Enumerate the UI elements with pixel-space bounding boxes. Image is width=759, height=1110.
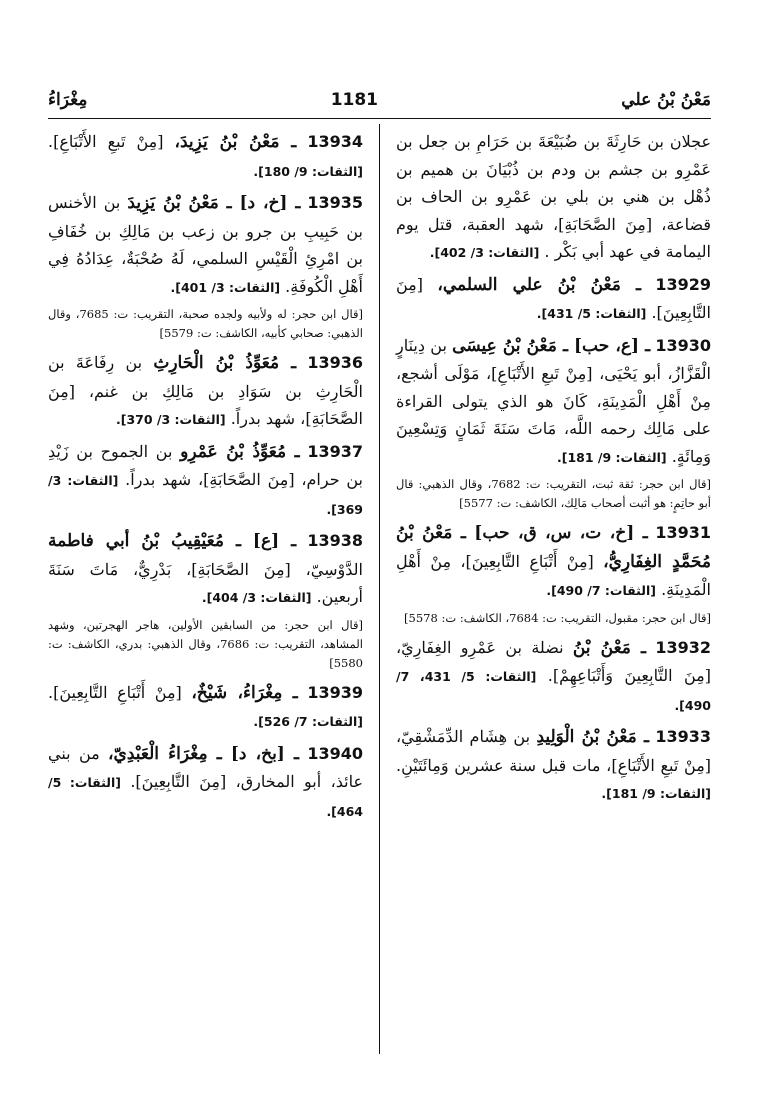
entry-source: [الثقات: 3/ 401].: [170, 279, 281, 295]
entry-source: [الثقات: 3/ 402].: [429, 245, 540, 260]
entry-source: [الثقات: 5/ 464].: [48, 775, 363, 819]
page-number: 1181: [330, 90, 379, 110]
entry-source: [الثقات: 9/ 180].: [253, 163, 363, 179]
header-right-title: مَعْنُ بْنُ علي: [621, 90, 711, 110]
entry-13936: [48, 349, 363, 434]
entry-source: [الثقات: 5/ 431].: [536, 306, 647, 321]
header-left-title: مِغْرَاءُ: [48, 90, 88, 110]
entry-number: 13939: [307, 682, 363, 702]
entry-number: 13935: [307, 193, 364, 212]
entry-text: نضلة بن عَمْرِو الغِفَارِيّ، [مِنَ التَّابِعِينَ وَأَتْبَاعِهِمْ].: [396, 637, 711, 685]
page-header: [48, 86, 711, 114]
entry-number: 13937: [307, 441, 363, 461]
entry-source: [الثقات: 3/ 370].: [116, 412, 226, 427]
entry-text: بن دِينَارٍ الْقَزَّازُ، أبو يَحْيَى، [مِنْ تَبعِ الأَتْبَاعِ]، مَوْلَى أشجع، مِنْ أَهْلِ الْمَدِينَةِ، كَانَ هو الذي يتولى القراءة على مَالِك رحمه اللَّه، مَاتَ سَنَةَ ثَمَانٍ وَتِسْعِينَ وَمِائَةٍ.: [396, 335, 711, 466]
entry-name: ـ [بخ، د] ـ مِغْرَاءُ الْعَبْدِيّ،: [108, 743, 299, 764]
entry-text: بن الأخنس بن حَبِيبِ بن جرو بن زعب بن مَالِكِ بن خُفَافِ بن امْرِئِ الْقَيْسِ السلمي، لَهُ صُحْبَةٌ، عِدَادُهُ فِي أَهْلِ الْكُوفَةِ.: [48, 193, 363, 296]
entry-text: بن الجموح بن زَيْدِ بن حرام، [مِنَ الصَّحَابَةِ]، شهد بدراً.: [48, 441, 363, 489]
entry-13930-note: [قال ابن حجر: ثقة ثبت، التقريب: ت: 7682، وقال الذهبي: قال أبو حاتِمٍ: هو أثبت أصحاب مَالِك، الكاشف: ت: 5577]: [396, 477, 711, 510]
entry-source: [الثقات: 7/ 526].: [253, 714, 363, 729]
entry-source: [الثقات: 9/ 181].: [557, 449, 667, 465]
column-divider: [379, 124, 380, 1054]
entry-13935: [48, 189, 363, 301]
entry-text: الدَّوْسِيّ، [مِنَ الصَّحَابَةِ]، بَدْرِيٌّ، مَاتَ سَنَةَ أربعين.: [48, 559, 363, 606]
entry-name: ـ مَعْنُ بْنُ الْوَلِيدِ: [536, 727, 649, 747]
entry-name: ـ مِغْرَاءُ، شَيْخٌ،: [191, 682, 298, 703]
entry-13933: [396, 723, 711, 808]
entry-source: [الثقات: 7/ 490].: [546, 583, 656, 598]
entry-number: 13940: [307, 743, 363, 763]
entry-13935-note: [قال ابن حجر: له ولأبيه ولجده صحبة، التقريب: ت: 7685، وقال الذهبي: صحابي كأبيه، الكاشف: ت: 5579]: [48, 307, 363, 340]
entry-name: ـ مَعْنُ بْنُ علي السلمي،: [437, 274, 641, 295]
entry-source: [الثقات: 3/ 404].: [201, 590, 312, 605]
entry-13932: [396, 634, 711, 720]
entry-text: [مِنْ تَبعِ الأَتْبَاعِ].: [48, 132, 164, 151]
entry-13940: [48, 740, 363, 826]
entry-13931-note: [قال ابن حجر: مقبول، التقريب: ت: 7684، الكاشف: ت: 5578]: [404, 610, 711, 625]
header-rule: [48, 118, 711, 119]
entry-13929: [396, 271, 711, 328]
entry-name: ـ مَعْنُ بْنُ يَزِيدَ،: [174, 132, 297, 152]
entry-13934: [48, 128, 363, 185]
entry-13938: [48, 527, 363, 612]
entry-13937: [48, 438, 363, 524]
entry-name: ـ [خ، ت، س، ق، حب] ـ مَعْنُ بْنُ مُحَمَّدٍ الغِفَارِيُّ،: [396, 523, 711, 572]
entry-name: ـ مُعَوِّذُ بْنُ الْحَارِثِ: [153, 353, 297, 373]
entry-name: ـ [ع] ـ مُعَيْقِيبُ بْنُ أبي فاطمة: [48, 531, 297, 551]
entry-name: ـ مُعَوِّذُ بْنُ عَمْرِو: [180, 441, 300, 462]
entry-number: 13929: [655, 274, 711, 294]
entry-number: 13932: [655, 637, 711, 657]
entry-name: ـ مَعْنُ بْنُ: [572, 637, 647, 658]
entry-text: [مِنْ أَتْبَاعِ التَّابِعِينَ]، مِنْ أَهْلِ الْمَدِينَةِ.: [396, 551, 711, 599]
entry-number: 13938: [307, 531, 363, 550]
entry-13931: [396, 519, 711, 605]
entry-13938-note: [قال ابن حجر: من السابقين الأولين، هاجر الهجرتين، وشهد المشاهد، التقريب: ت: 7686، وقال الذهبي: بدري، الكاشف: ت: 5580]: [48, 617, 363, 670]
entry-source: [الثقات: 9/ 181].: [601, 786, 711, 801]
entry-text: من بني عائذ، أبو المخارق، [مِنَ التَّابِعِينَ].: [48, 743, 364, 791]
entry-source: [الثقات: 3/ 369].: [48, 473, 363, 517]
entry-text: بن هِشَام الدِّمَشْقِيّ، [مِنْ تَبعِ الأَتْبَاعِ]، مات قبل سنة عشرين وَمِائَتَيْنِ.: [396, 727, 711, 775]
entry-text: [مِنْ أَتْبَاعِ التَّابِعِينَ].: [48, 682, 182, 702]
right-column: [396, 128, 711, 812]
entry-13939: [48, 679, 363, 736]
entry-name: ـ [ع، حب] ـ مَعْنُ بْنُ عِيسَى: [452, 335, 651, 356]
entry-number: 13936: [307, 353, 363, 372]
entry-source: [الثقات: 5/ 431، 7/ 490].: [396, 669, 711, 713]
entry-number: 13930: [655, 335, 712, 355]
left-column: [48, 128, 363, 829]
entry-name: ـ [خ، د] ـ مَعْنُ بْنُ يَزِيدَ: [127, 193, 301, 213]
entry-text: بن رِفَاعَةَ بن الْحَارِثِ بن سَوَادِ بن مَالِكِ بن غنم، [مِنَ الصَّحَابَةِ]، شهد بدراً.: [48, 353, 363, 428]
entry-text: عجلان بن حَارِثَةَ بن ضُبَيْعَةَ بن حَرَامِ بن جعل بن عَمْرِو بن جشم بن ودم بن ذُبْيَانَ بن هميم بن ذُهْل بن هني بن بلي بن عَمْرِو بن الحاف بن قضاعة، [مِنَ الصَّحَابَةِ]، شهد العقبة، قتل يوم اليمامة في عهد أبي بَكْر .: [396, 132, 711, 261]
entry-number: 13931: [655, 523, 711, 542]
entry-number: 13934: [307, 132, 363, 151]
entry-text: [مِنَ التَّابِعِينَ].: [396, 274, 711, 322]
entry-13928-continued: [396, 128, 711, 267]
entry-13930: [396, 332, 711, 472]
entry-number: 13933: [655, 727, 711, 746]
